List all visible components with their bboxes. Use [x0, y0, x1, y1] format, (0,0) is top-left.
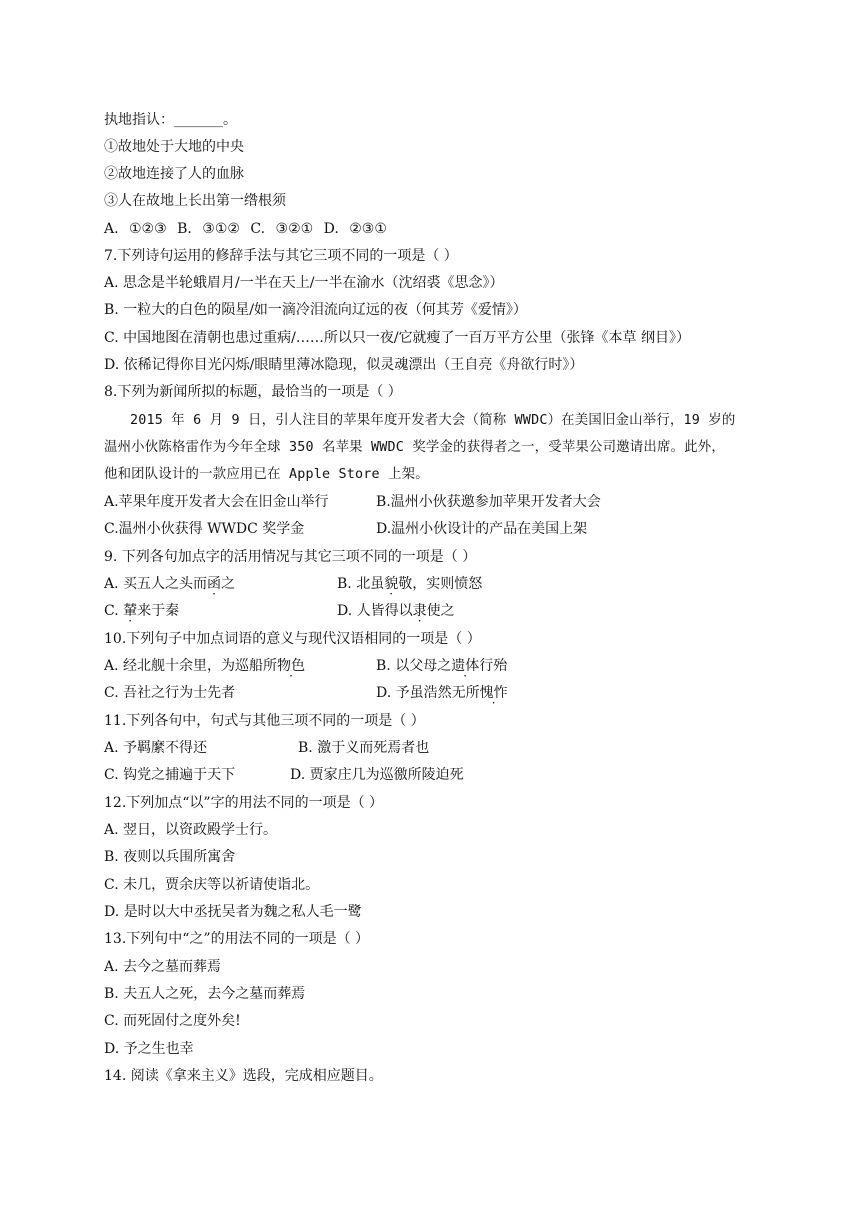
q10-dotted-word-d: 愧怍 — [479, 685, 508, 701]
q9-choice-d — [337, 601, 455, 621]
q9-choice-b — [337, 574, 482, 594]
q10-choice-c — [104, 683, 235, 703]
q12-choice-c: C. 未几，贾余庆等以祈请使诣北。 — [104, 877, 320, 893]
q9-dotted-char-c: 輦 — [123, 603, 138, 619]
q10-dotted-word-a: 物色 — [277, 658, 306, 674]
q9-choice-a-text: A. 买五人之头而 — [104, 576, 208, 592]
q12-choice-d: D. 是时以大中丞抚吴者为魏之私人毛一鹭 — [104, 904, 362, 920]
q9-choice-c — [104, 601, 179, 621]
q10-dotted-word-b: 遗体 — [451, 658, 480, 674]
q13-choice-a: A. 去今之墓而葬焉 — [104, 959, 222, 975]
q11-choice-c: C. 钩党之捕遍于天下 — [104, 767, 236, 783]
q11-choice-a: A. 予羁縻不得还 — [104, 740, 208, 756]
q9-choice-c-text: C. — [104, 603, 124, 619]
q9-choice-a-tail: 之 — [221, 576, 236, 592]
q7-choice-a: A. 思念是半轮蛾眉月/一半在天上/一半在渝水（沈绍裘《思念》） — [104, 275, 504, 291]
passage-line-1: 2015 年 6 月 9 日，引人注目的苹果年度开发者大会（简称 WWDC）在美国旧金山举行，19 岁的 — [130, 413, 736, 428]
q6-option-2: ②故地连接了人的血脉 — [104, 166, 244, 182]
q6-option-3: ③人在故地上长出第一绺根须 — [104, 193, 286, 209]
news-passage — [104, 407, 774, 488]
q11-choice-b: B. 激于义而死焉者也 — [298, 740, 430, 756]
q13-choice-b: B. 夫五人之死，去今之墓而葬焉 — [104, 986, 306, 1002]
passage-line-3: 他和团队设计的一款应用已在 Apple Store 上架。 — [104, 467, 429, 482]
q9-choice-a — [104, 574, 235, 594]
q10-choice-b — [376, 656, 507, 676]
q9-dotted-char-d: 隶 — [412, 603, 427, 619]
q9-dotted-char-a: 函 — [207, 576, 222, 592]
q8-choice-b: B.温州小伙获邀参加苹果开发者大会 — [376, 494, 601, 510]
q13-choice-d: D. 予之生也幸 — [104, 1041, 194, 1057]
q8-choice-d: D.温州小伙设计的产品在美国上架 — [376, 521, 588, 537]
q8-choice-c: C.温州小伙获得 WWDC 奖学金 — [104, 521, 305, 537]
q11-stem: 11.下列各句中，句式与其他三项不同的一项是（ ） — [104, 713, 425, 729]
q12-stem: 12.下列加点“以”字的用法不同的一项是（ ） — [104, 795, 384, 811]
q10-choice-a-text: A. 经北舰十余里，为巡船所 — [104, 658, 278, 674]
q10-choice-c-text: C. 吾社之行为士先者 — [104, 685, 236, 701]
q9-choice-b-text: B. 北虽 — [337, 576, 385, 592]
q10-stem: 10.下列句子中加点词语的意义与现代汉语相同的一项是（ ） — [104, 631, 481, 647]
q9-choice-d-tail: 使之 — [426, 603, 455, 619]
q7-choice-d: D. 依稀记得你目光闪烁/眼睛里薄冰隐现，似灵魂漂出（王自亮《舟欲行时》） — [104, 357, 584, 373]
q13-choice-c: C. 而死固付之度外矣! — [104, 1013, 241, 1029]
q7-choice-c: C. 中国地图在清朝也患过重病/……所以只一夜/它就瘦了一百万平方公里（张锋《本草 纲目》） — [104, 330, 690, 346]
q14-stem: 14. 阅读《拿来主义》选段，完成相应题目。 — [104, 1068, 383, 1084]
q13-stem: 13.下列句中“之”的用法不同的一项是（ ） — [104, 931, 370, 947]
q10-choice-d-text: D. 予虽浩然无所 — [376, 685, 480, 701]
q10-choice-d — [376, 683, 508, 703]
passage-line-2: 温州小伙陈格雷作为今年全球 350 名苹果 WWDC 奖学金的获得者之一，受苹果公司邀请出席。此外， — [104, 440, 725, 455]
q6-intro: 执地指认：_______。 — [104, 112, 237, 128]
q9-dotted-char-b: 貌 — [384, 576, 399, 592]
q10-choice-a — [104, 656, 305, 676]
q8-stem: 8.下列为新闻所拟的标题，最恰当的一项是（ ） — [104, 384, 402, 400]
q9-choice-d-text: D. 人皆得以 — [337, 603, 413, 619]
q9-stem: 9. 下列各句加点字的活用情况与其它三项不同的一项是（ ） — [104, 549, 477, 565]
q12-choice-a: A. 翌日，以资政殿学士行。 — [104, 822, 278, 838]
q9-choice-c-tail: 来于秦 — [137, 603, 180, 619]
q7-stem: 7.下列诗句运用的修辞手法与其它三项不同的一项是（ ） — [104, 248, 458, 264]
q10-choice-b-text: B. 以父母之 — [376, 658, 452, 674]
q9-choice-b-tail: 敬，实则愤怒 — [398, 576, 483, 592]
q6-choices: A. ①②③ B. ③①② C. ③②① D. ②③① — [104, 221, 387, 237]
q10-choice-b-tail: 行殆 — [479, 658, 508, 674]
q6-option-1: ①故地处于大地的中央 — [104, 139, 244, 155]
q11-choice-d: D. 贾家庄几为巡徼所陵迫死 — [290, 767, 464, 783]
q7-choice-b: B. 一粒大的白色的陨星/如一滴冷泪流向辽远的夜（何其芳《爱情》） — [104, 302, 527, 318]
q8-choice-a: A.苹果年度开发者大会在旧金山举行 — [104, 494, 329, 510]
q12-choice-b: B. 夜则以兵围所寓舍 — [104, 849, 236, 865]
